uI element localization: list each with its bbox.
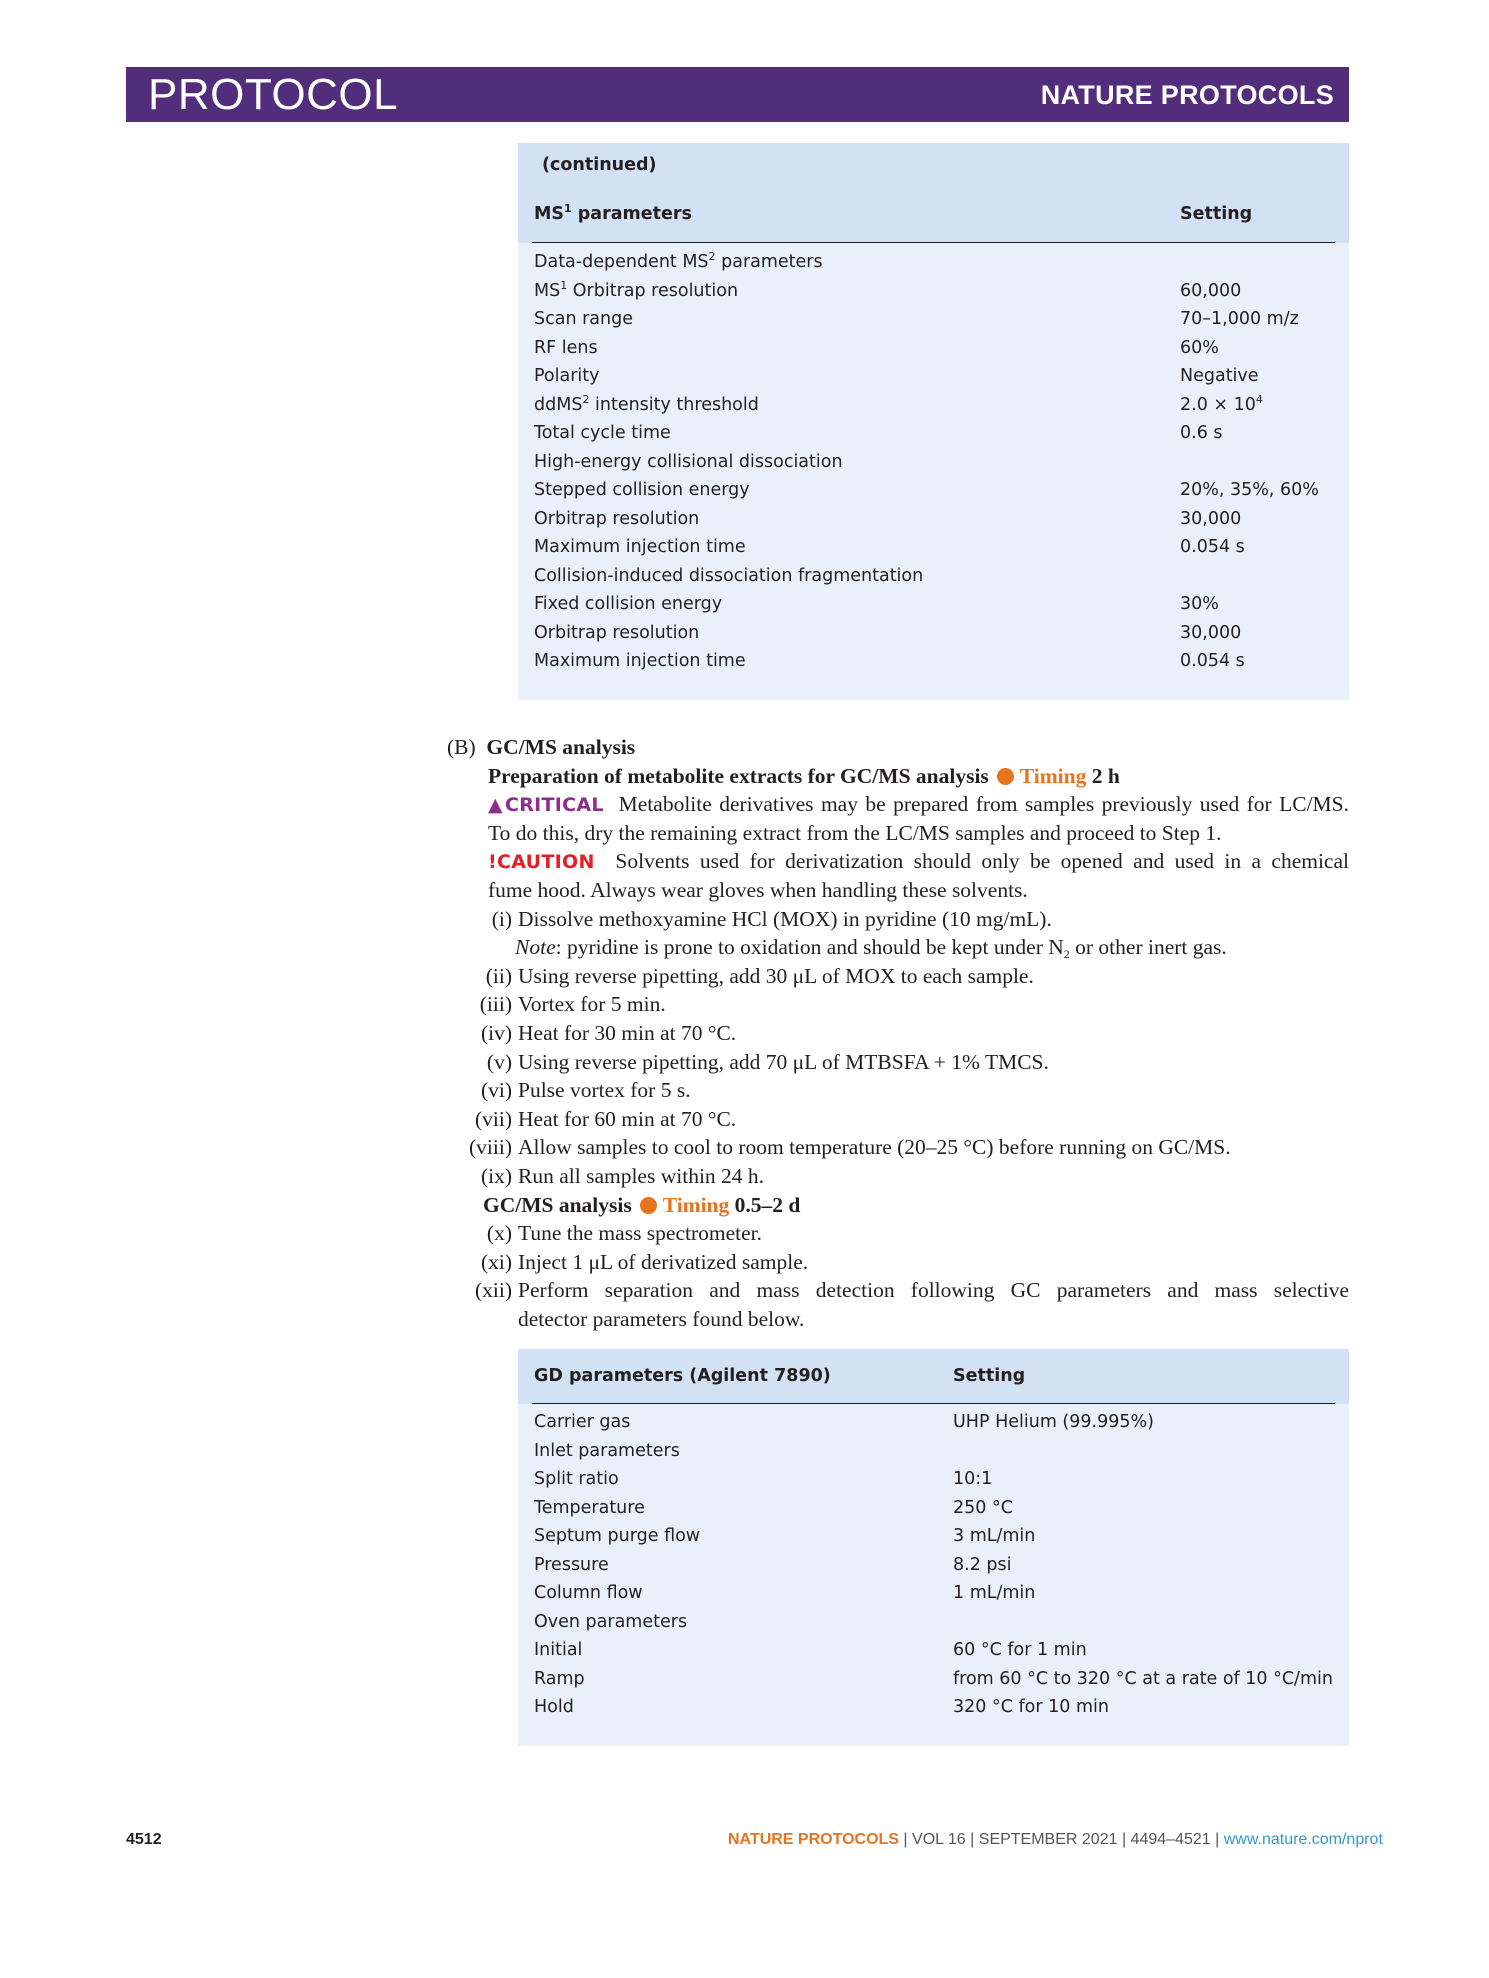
row-label: $MS^1$ Orbitrap resolution bbox=[534, 278, 739, 301]
gc-parameters-table bbox=[518, 1349, 1349, 1746]
row-label: Orbitrap resolution bbox=[534, 508, 700, 529]
row-label: ddMS$^2$ intensity threshold bbox=[534, 392, 759, 415]
prep-heading: Preparation of metabolite extracts for GC/MS analysis Timing 2 h bbox=[488, 763, 1120, 788]
row-value: 320 °C for 10 min bbox=[953, 1697, 1109, 1717]
row-label: Maximum injection time bbox=[534, 651, 746, 671]
step-text: Run all samples within 24 h. bbox=[518, 1164, 765, 1188]
row-value: 1 mL/min bbox=[953, 1583, 1036, 1603]
row-label: Fixed collision energy bbox=[534, 594, 723, 614]
row-label: Scan range bbox=[534, 309, 633, 329]
row-value: 60,000 bbox=[1180, 280, 1242, 301]
caution-note: !CAUTION Solvents used for derivatization should only be opened and used in a chemical bbox=[488, 849, 1349, 874]
row-value: 10:1 bbox=[953, 1469, 993, 1489]
protocol-label: PROTOCOL bbox=[148, 70, 399, 119]
row-label: Temperature bbox=[534, 1497, 645, 1518]
header-rule bbox=[532, 1403, 1335, 1404]
step-number: (ix) bbox=[480, 1164, 512, 1188]
step-number: (viii) bbox=[469, 1135, 512, 1160]
gc-heading: GC/MS analysis Timing 0.5–2 d bbox=[483, 1192, 801, 1217]
timing-dot-icon bbox=[640, 1197, 657, 1214]
row-value: 30% bbox=[1180, 594, 1219, 614]
row-label: Ramp bbox=[534, 1668, 585, 1689]
step-text: Perform separation and mass detection following GC parameters and mass selective bbox=[518, 1278, 1349, 1303]
row-value: Negative bbox=[1180, 366, 1259, 386]
row-label: Column flow bbox=[534, 1583, 643, 1603]
column-header-parameters: $MS^1$ parameters bbox=[534, 202, 692, 224]
step-text: Using reverse pipetting, add 70 μL of MTBSFA + 1% TMCS. bbox=[518, 1049, 1049, 1074]
step-xii-cont: detector parameters found below. bbox=[518, 1307, 805, 1331]
table-row bbox=[534, 1408, 1349, 1436]
row-label: Initial bbox=[534, 1640, 583, 1660]
table-row bbox=[534, 334, 1349, 362]
row-label: Maximum injection time bbox=[534, 537, 746, 557]
step-text: Inject 1 μL of derivatized sample. bbox=[518, 1249, 809, 1274]
row-label: Split ratio bbox=[534, 1469, 619, 1489]
step-text: Pulse vortex for 5 s. bbox=[518, 1078, 691, 1103]
step-number: (v) bbox=[486, 1049, 512, 1074]
row-value: 30,000 bbox=[1180, 508, 1242, 529]
step-number: (i) bbox=[491, 906, 512, 931]
step-number: (iv) bbox=[480, 1021, 512, 1045]
table-row bbox=[534, 1693, 1349, 1721]
row-value: 70–1,000 m/z bbox=[1180, 309, 1299, 329]
table-row bbox=[534, 248, 1349, 276]
table-row bbox=[534, 1522, 1349, 1550]
table-row bbox=[534, 1494, 1349, 1522]
page-number: 4512 bbox=[126, 1831, 162, 1848]
row-label: Septum purge flow bbox=[534, 1526, 701, 1546]
table-row bbox=[534, 305, 1349, 333]
table-header bbox=[518, 143, 1349, 243]
step-number: (ii) bbox=[485, 963, 512, 988]
row-label: Oven parameters bbox=[534, 1611, 688, 1632]
column-header-setting: Setting bbox=[1180, 204, 1253, 224]
table-row bbox=[534, 391, 1349, 419]
table-row bbox=[534, 533, 1349, 561]
continued-label: (continued) bbox=[542, 155, 657, 175]
critical-note-cont: To do this, dry the remaining extract from the LC/MS samples and proceed to Step 1. bbox=[488, 820, 1222, 845]
row-label: Hold bbox=[534, 1697, 574, 1717]
journal-header-bar bbox=[126, 67, 1349, 122]
table-row bbox=[534, 277, 1349, 305]
caution-note-cont: fume hood. Always wear gloves when handling these solvents. bbox=[488, 878, 1028, 902]
row-value: UHP Helium (99.995%) bbox=[953, 1412, 1154, 1432]
table-row bbox=[534, 448, 1349, 476]
row-label: Pressure bbox=[534, 1554, 609, 1575]
row-value: from 60 °C to 320 °C at a rate of 10 °C/min bbox=[953, 1668, 1333, 1689]
column-header-parameters: GD parameters (Agilent 7890) bbox=[534, 1366, 831, 1386]
step-number: (vi) bbox=[480, 1078, 512, 1103]
step-text: Tune the mass spectrometer. bbox=[518, 1221, 763, 1246]
step-number: (xii) bbox=[474, 1278, 512, 1303]
row-value: 60% bbox=[1180, 337, 1219, 358]
row-value: 30,000 bbox=[1180, 622, 1242, 643]
table-row bbox=[534, 562, 1349, 590]
citation: NATURE PROTOCOLS | VOL 16 | SEPTEMBER 2021 | 4494–4521 | www.nature.com/nprot bbox=[728, 1831, 1383, 1848]
row-value: 0.6 s bbox=[1180, 423, 1223, 443]
row-label: Stepped collision energy bbox=[534, 480, 750, 500]
table-row bbox=[534, 1665, 1349, 1693]
row-value: 60 °C for 1 min bbox=[953, 1640, 1087, 1660]
row-label: Total cycle time bbox=[534, 423, 671, 443]
step-text: Dissolve methoxyamine HCl (MOX) in pyridine (10 mg/mL). bbox=[518, 906, 1052, 931]
section-heading: (B) GC/MS analysis bbox=[447, 735, 636, 759]
step-number: (iii) bbox=[479, 992, 512, 1017]
table-row bbox=[534, 1437, 1349, 1465]
step-text: Heat for 60 min at 70 °C. bbox=[518, 1106, 737, 1131]
row-value: 250 °C bbox=[953, 1497, 1013, 1518]
row-label: Orbitrap resolution bbox=[534, 622, 700, 643]
critical-icon: ▲CRITICAL bbox=[488, 794, 604, 817]
table-row bbox=[534, 647, 1349, 675]
caution-icon: !CAUTION bbox=[488, 851, 595, 874]
row-value: $2.0 \times 10^4$ bbox=[1180, 392, 1263, 415]
step-text: Heat for 30 min at 70 °C. bbox=[518, 1021, 737, 1045]
journal-link[interactable]: www.nature.com/nprot bbox=[1223, 1831, 1383, 1848]
step-text: Allow samples to cool to room temperature (20–25 °C) before running on GC/MS. bbox=[518, 1135, 1231, 1160]
table-row bbox=[534, 476, 1349, 504]
table-row bbox=[534, 362, 1349, 390]
pyridine-note: Note: pyridine is prone to oxidation and should be kept under $N_2$ or other inert gas. bbox=[515, 935, 1227, 962]
row-value: 0.054 s bbox=[1180, 651, 1245, 671]
table-row bbox=[534, 1636, 1349, 1664]
row-label: Collision-induced dissociation fragmentation bbox=[534, 565, 924, 586]
row-label: Carrier gas bbox=[534, 1412, 631, 1432]
table-row bbox=[534, 1608, 1349, 1636]
journal-name: NATURE PROTOCOLS bbox=[1040, 80, 1334, 110]
table-row bbox=[534, 419, 1349, 447]
row-value: 20%, 35%, 60% bbox=[1180, 480, 1319, 500]
table-row bbox=[534, 1579, 1349, 1607]
step-number: (vii) bbox=[474, 1106, 512, 1131]
header-rule bbox=[532, 242, 1335, 243]
timing-dot-icon bbox=[997, 768, 1014, 785]
table-row bbox=[534, 1465, 1349, 1493]
row-label: Data-dependent $MS^2$ parameters bbox=[534, 250, 823, 272]
step-number: (x) bbox=[486, 1221, 512, 1246]
row-value: 0.054 s bbox=[1180, 537, 1245, 557]
step-number: (xi) bbox=[480, 1249, 512, 1274]
row-label: RF lens bbox=[534, 337, 598, 358]
row-value: 3 mL/min bbox=[953, 1526, 1036, 1546]
step-text: Vortex for 5 min. bbox=[518, 992, 666, 1017]
row-label: Inlet parameters bbox=[534, 1440, 680, 1461]
table-row bbox=[534, 505, 1349, 533]
row-label: Polarity bbox=[534, 366, 600, 386]
step-text: Using reverse pipetting, add 30 μL of MOX to each sample. bbox=[518, 963, 1034, 988]
table-row bbox=[534, 590, 1349, 618]
table-header bbox=[518, 1349, 1349, 1404]
column-header-setting: Setting bbox=[953, 1366, 1026, 1386]
row-label: High-energy collisional dissociation bbox=[534, 451, 843, 472]
row-value: 8.2 psi bbox=[953, 1554, 1012, 1575]
critical-note: ▲CRITICAL Metabolite derivatives may be prepared from samples previously used for LC/MS. bbox=[488, 792, 1350, 817]
table-row bbox=[534, 619, 1349, 647]
table-row bbox=[534, 1551, 1349, 1579]
ms-parameters-table bbox=[518, 143, 1349, 700]
